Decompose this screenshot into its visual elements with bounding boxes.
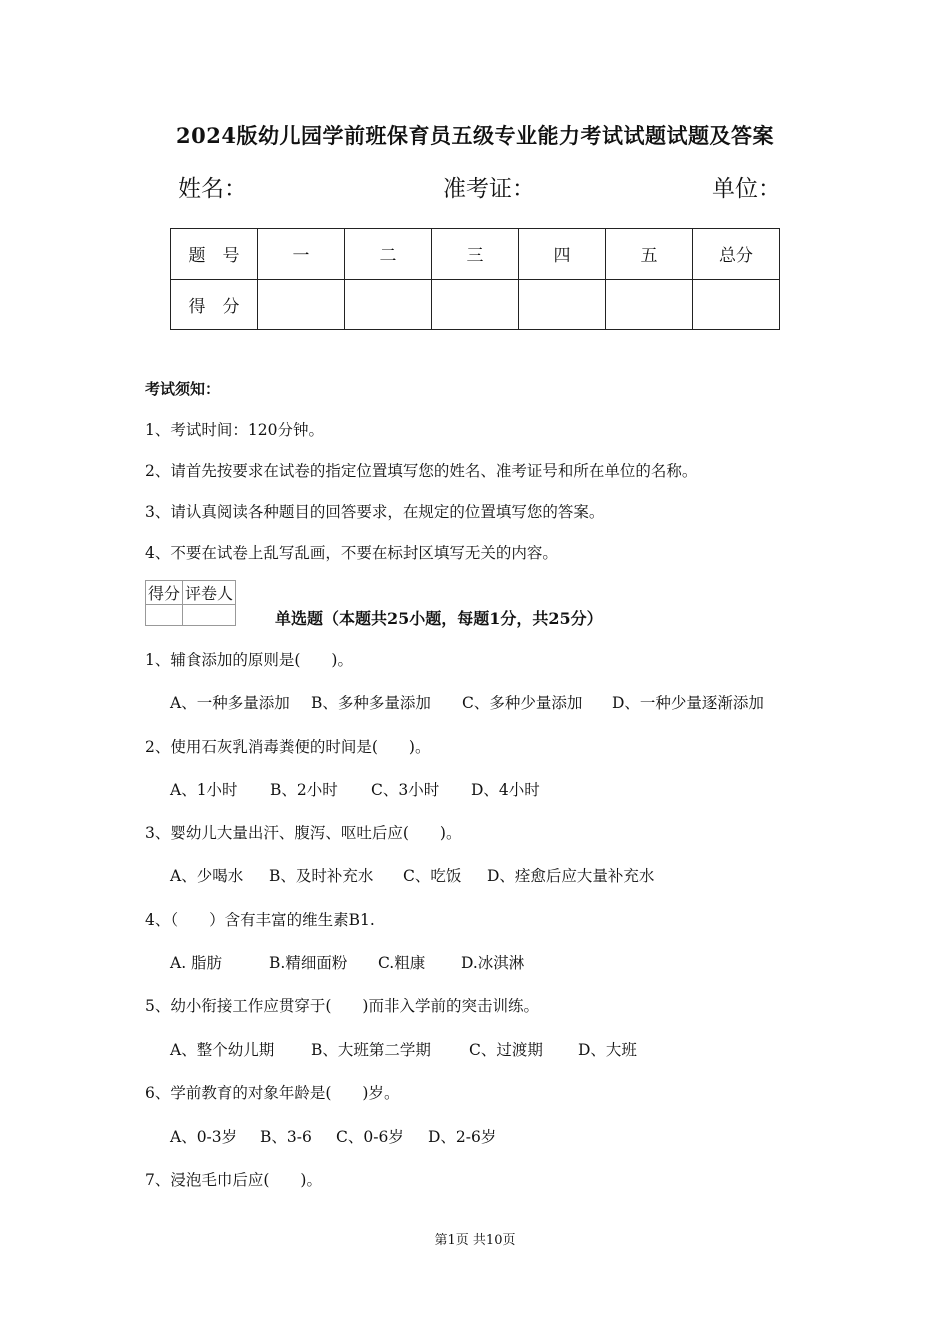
grader-name-label: 评卷人 bbox=[183, 581, 236, 605]
question-options bbox=[170, 691, 764, 713]
grader-name-cell[interactable] bbox=[183, 605, 236, 626]
option[interactable]: D.冰淇淋 bbox=[461, 954, 525, 972]
score-cell[interactable] bbox=[693, 279, 780, 330]
question-text: 2、使用石灰乳消毒粪便的时间是( )。 bbox=[145, 738, 431, 756]
score-table-score-row bbox=[171, 279, 780, 330]
score-header-cell: 四 bbox=[519, 229, 606, 280]
score-table-header-row bbox=[171, 229, 780, 280]
option[interactable]: B、多种多量添加 bbox=[311, 694, 431, 712]
option[interactable]: C、吃饭 bbox=[403, 867, 462, 885]
score-header-cell: 总分 bbox=[693, 229, 780, 280]
option[interactable]: C、多种少量添加 bbox=[462, 694, 583, 712]
exam-id-label: 准考证： bbox=[443, 176, 535, 202]
option[interactable]: B、2小时 bbox=[270, 781, 338, 799]
option[interactable]: B.精细面粉 bbox=[269, 954, 348, 972]
note-item: 1、考试时间：120分钟。 bbox=[145, 421, 324, 439]
score-header-cell: 题 号 bbox=[171, 229, 258, 280]
score-table bbox=[170, 228, 780, 330]
question-text: 5、幼小衔接工作应贯穿于( )而非入学前的突击训练。 bbox=[145, 997, 539, 1015]
option[interactable]: B、及时补充水 bbox=[269, 867, 374, 885]
score-cell[interactable] bbox=[258, 279, 345, 330]
option[interactable]: C.粗康 bbox=[378, 954, 426, 972]
question-options bbox=[170, 1125, 496, 1147]
score-cell[interactable] bbox=[606, 279, 693, 330]
option[interactable]: D、2-6岁 bbox=[428, 1128, 497, 1146]
name-label: 姓名： bbox=[178, 176, 247, 202]
option[interactable]: D、4小时 bbox=[471, 781, 540, 799]
question-options bbox=[170, 778, 540, 800]
option[interactable]: C、0-6岁 bbox=[336, 1128, 404, 1146]
option[interactable]: B、大班第二学期 bbox=[311, 1041, 431, 1059]
option[interactable]: D、大班 bbox=[578, 1041, 637, 1059]
grader-score-label: 得分 bbox=[146, 581, 183, 605]
section-title: 单选题（本题共25小题，每题1分，共25分） bbox=[275, 609, 603, 628]
option[interactable]: A、少喝水 bbox=[170, 867, 244, 885]
question-options bbox=[170, 1038, 637, 1060]
question-options bbox=[170, 951, 524, 973]
note-item: 4、不要在试卷上乱写乱画，不要在标封区填写无关的内容。 bbox=[145, 544, 558, 562]
score-header-cell: 一 bbox=[258, 229, 345, 280]
option[interactable]: A. 脂肪 bbox=[170, 954, 223, 972]
document-title: 2024版幼儿园学前班保育员五级专业能力考试试题试题及答案 bbox=[176, 123, 774, 148]
option[interactable]: A、0-3岁 bbox=[170, 1128, 238, 1146]
question-text: 7、浸泡毛巾后应( )。 bbox=[145, 1171, 322, 1189]
score-cell[interactable] bbox=[432, 279, 519, 330]
score-header-cell: 五 bbox=[606, 229, 693, 280]
grader-box bbox=[145, 580, 236, 626]
score-row-label: 得 分 bbox=[171, 279, 258, 330]
question-text: 3、婴幼儿大量出汗、腹泻、呕吐后应( )。 bbox=[145, 824, 462, 842]
note-item: 2、请首先按要求在试卷的指定位置填写您的姓名、准考证号和所在单位的名称。 bbox=[145, 462, 698, 480]
option[interactable]: D、痊愈后应大量补充水 bbox=[487, 867, 655, 885]
question-text: 4、（ ）含有丰富的维生素B1. bbox=[145, 911, 375, 929]
note-item: 3、请认真阅读各种题目的回答要求，在规定的位置填写您的答案。 bbox=[145, 503, 605, 521]
option[interactable]: C、过渡期 bbox=[469, 1041, 543, 1059]
option[interactable]: C、3小时 bbox=[371, 781, 440, 799]
option[interactable]: A、一种多量添加 bbox=[170, 694, 290, 712]
score-cell[interactable] bbox=[519, 279, 606, 330]
notes-title: 考试须知： bbox=[145, 380, 221, 398]
option[interactable]: A、整个幼儿期 bbox=[170, 1041, 275, 1059]
question-options bbox=[170, 864, 654, 886]
score-header-cell: 二 bbox=[345, 229, 432, 280]
question-text: 1、辅食添加的原则是( )。 bbox=[145, 651, 353, 669]
option[interactable]: D、一种少量逐渐添加 bbox=[612, 694, 764, 712]
score-header-cell: 三 bbox=[432, 229, 519, 280]
option[interactable]: A、1小时 bbox=[170, 781, 238, 799]
question-text: 6、学前教育的对象年龄是( )岁。 bbox=[145, 1084, 400, 1102]
score-cell[interactable] bbox=[345, 279, 432, 330]
grader-score-cell[interactable] bbox=[146, 605, 183, 626]
unit-label: 单位： bbox=[712, 176, 781, 202]
option[interactable]: B、3-6 bbox=[260, 1128, 312, 1146]
page-footer: 第1页 共10页 bbox=[434, 1233, 516, 1248]
